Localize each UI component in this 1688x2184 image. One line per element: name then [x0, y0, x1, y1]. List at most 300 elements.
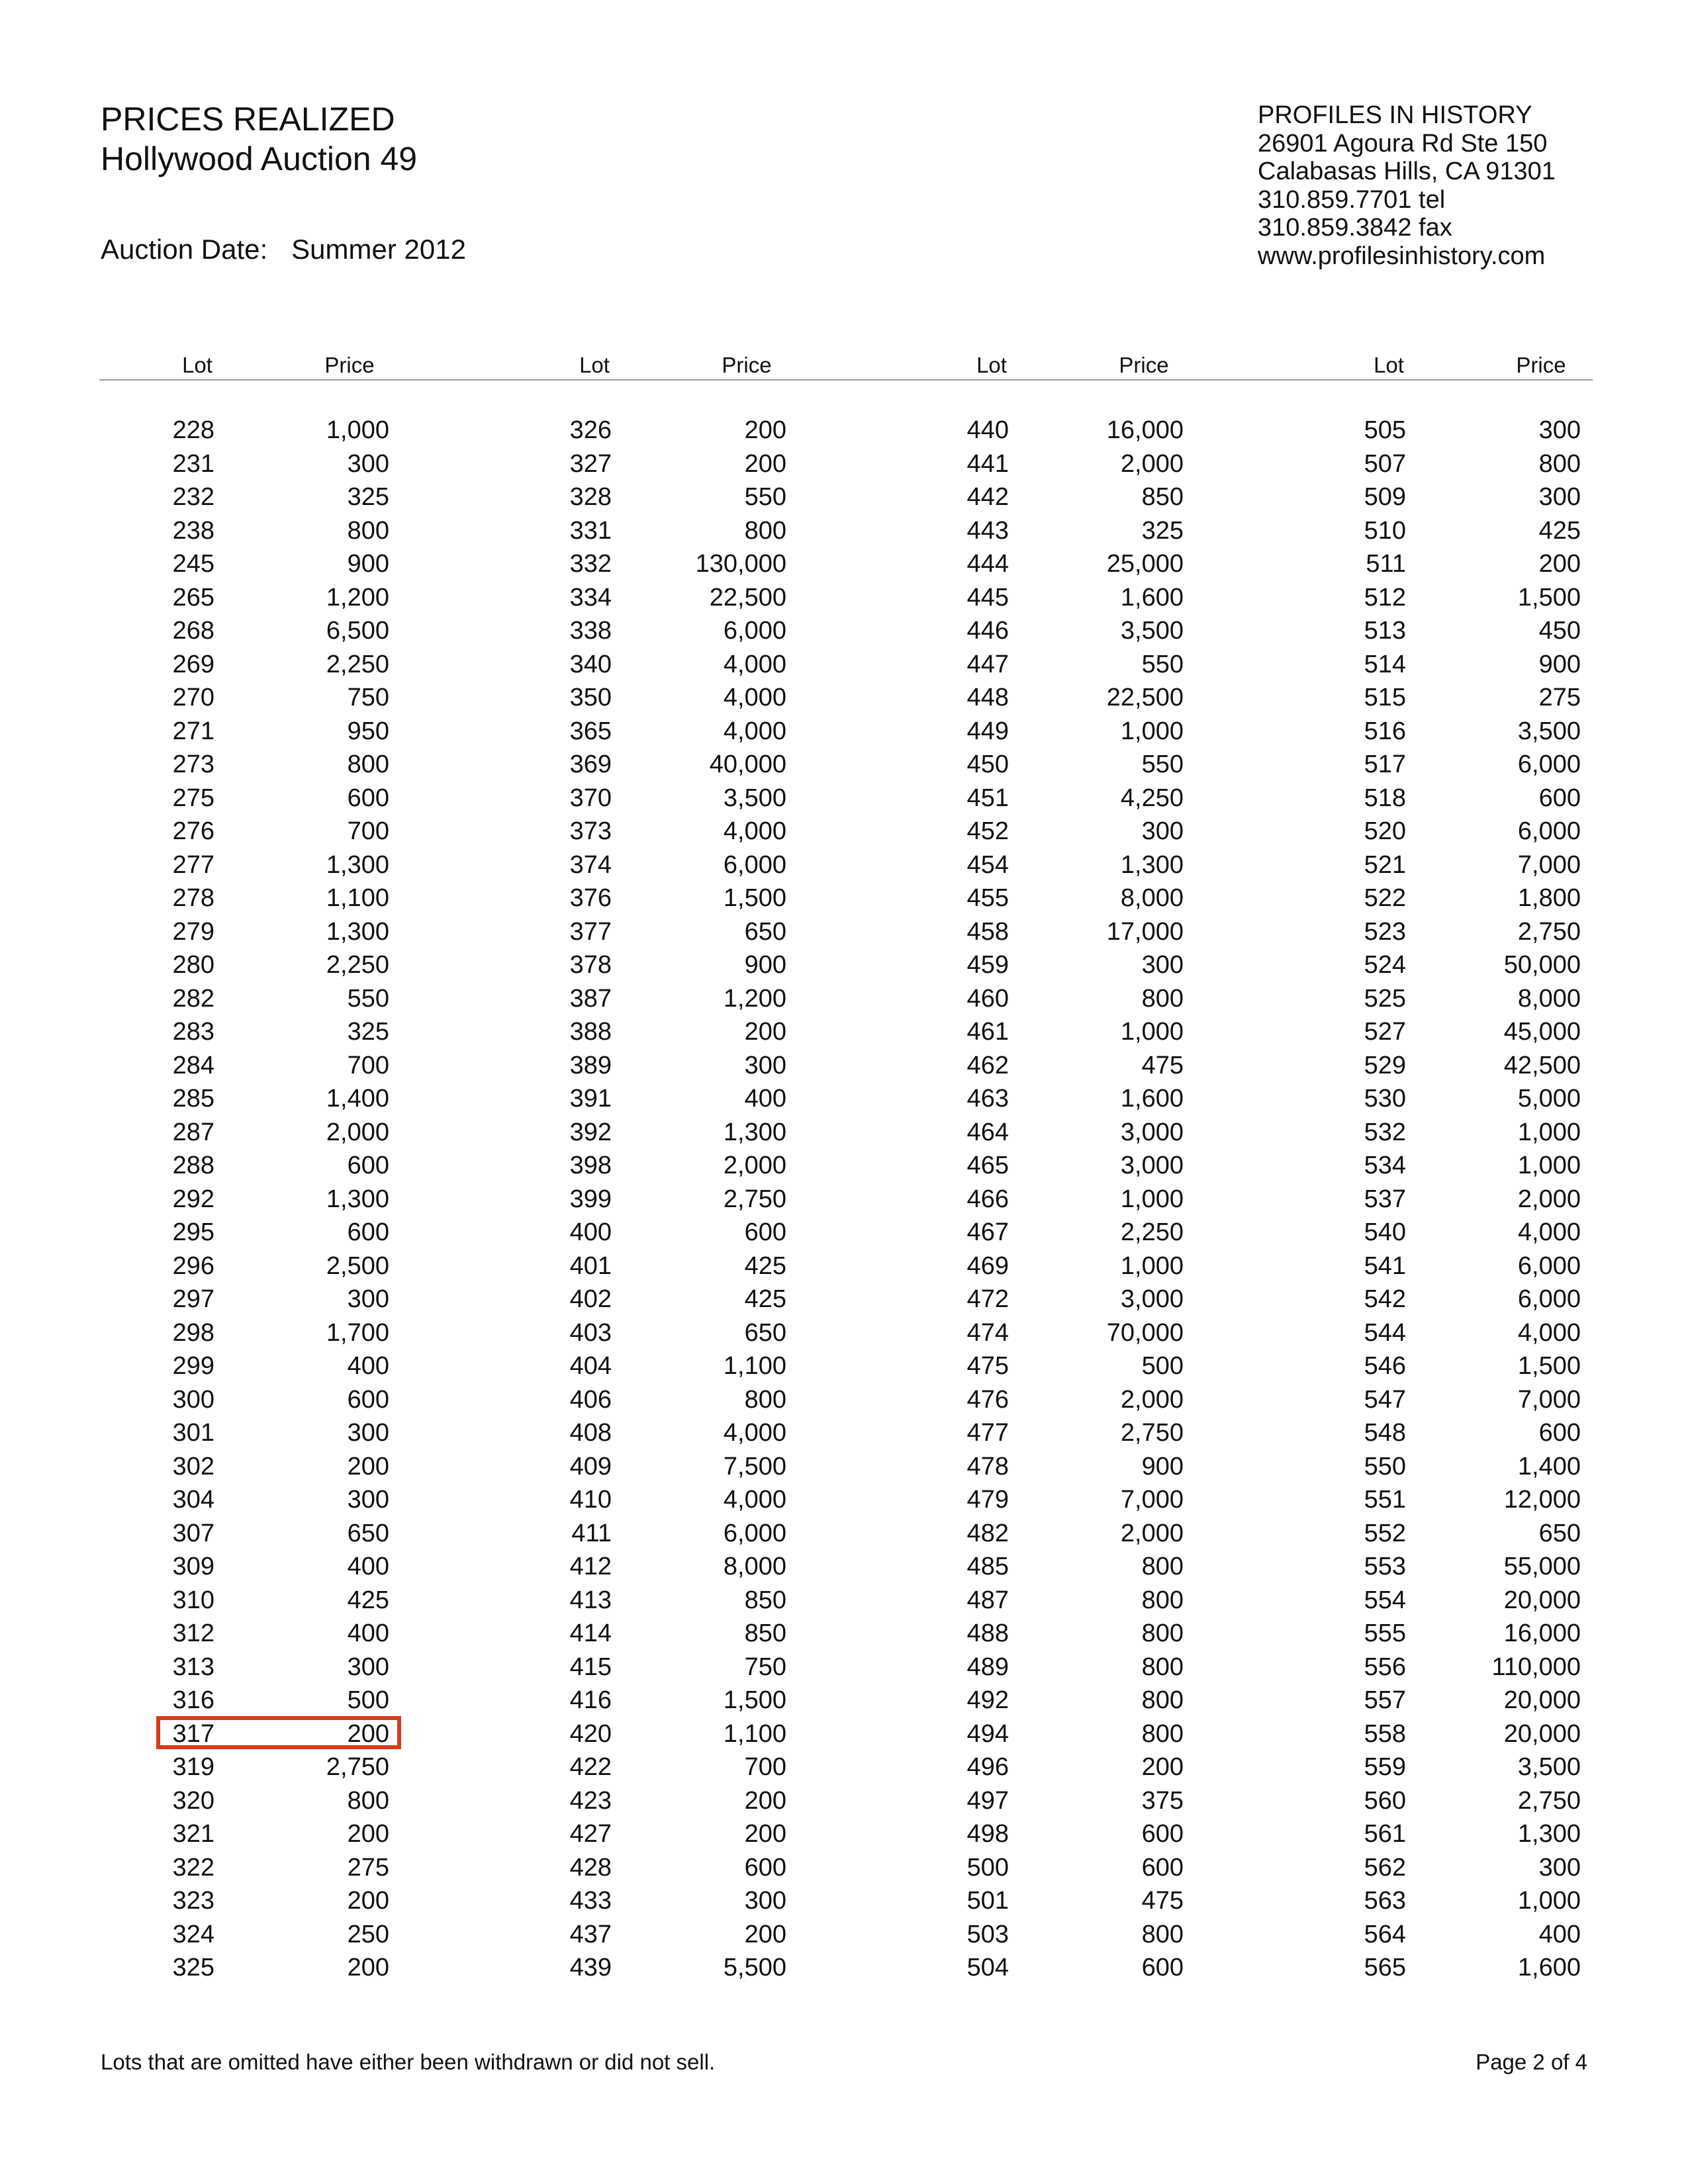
table-row	[1192, 782, 1589, 815]
table-row	[0, 1817, 397, 1851]
lot-number: 460	[966, 984, 1009, 1013]
table-row	[794, 1283, 1192, 1316]
table-row	[397, 1951, 794, 1985]
table-row	[794, 1049, 1192, 1083]
table-row	[397, 1550, 794, 1584]
lot-price: 200	[744, 449, 786, 478]
lot-number: 505	[1364, 416, 1406, 444]
table-row	[397, 447, 794, 481]
lot-price: 900	[347, 550, 389, 578]
lot-number: 565	[1364, 1954, 1406, 1981]
lot-number: 555	[1364, 1619, 1406, 1647]
lot-number: 503	[966, 1920, 1009, 1948]
lot-number: 472	[966, 1285, 1009, 1313]
lot-price: 800	[1141, 1920, 1184, 1948]
table-row	[1192, 681, 1589, 715]
lot-number: 283	[172, 1018, 214, 1046]
lot-number: 469	[966, 1251, 1009, 1280]
lot-price: 300	[744, 1051, 786, 1079]
table-row	[0, 982, 397, 1016]
lot-number: 446	[966, 617, 1009, 645]
lot-number: 350	[569, 684, 612, 711]
lot-price: 300	[347, 1419, 389, 1447]
lot-price: 200	[744, 1786, 786, 1815]
lot-price: 325	[347, 1018, 389, 1046]
lot-number: 319	[172, 1753, 214, 1781]
table-row	[794, 782, 1192, 815]
lot-number: 320	[172, 1786, 214, 1815]
lot-price: 20,000	[1503, 1586, 1581, 1614]
table-row	[794, 447, 1192, 481]
lot-number: 524	[1364, 951, 1406, 979]
table-row	[397, 915, 794, 949]
lot-price: 1,600	[1120, 583, 1184, 612]
lot-number: 301	[172, 1419, 214, 1447]
lot-price: 800	[1141, 1553, 1184, 1580]
lot-number: 477	[966, 1419, 1009, 1447]
auction-date	[101, 233, 466, 266]
lot-number: 521	[1364, 850, 1406, 879]
lot-number: 378	[569, 951, 612, 979]
company-name: PROFILES IN HISTORY	[1258, 101, 1532, 129]
table-row	[0, 614, 397, 648]
lot-number: 406	[569, 1385, 612, 1414]
lot-number: 510	[1364, 516, 1406, 545]
lot-number: 465	[966, 1152, 1009, 1179]
lot-number: 312	[172, 1619, 214, 1647]
lot-number: 276	[172, 817, 214, 845]
lot-price: 55,000	[1503, 1553, 1581, 1580]
lot-number: 428	[569, 1853, 612, 1882]
lot-number: 461	[966, 1018, 1009, 1046]
lot-number: 292	[172, 1185, 214, 1213]
table-row	[0, 1784, 397, 1818]
lot-price: 800	[347, 1786, 389, 1815]
lot-number: 529	[1364, 1051, 1406, 1079]
lot-number: 411	[571, 1519, 612, 1547]
lot-price: 1,500	[723, 1686, 786, 1714]
lot-number: 563	[1364, 1887, 1406, 1915]
table-row	[794, 1651, 1192, 1684]
lot-number: 317	[172, 1719, 214, 1748]
table-row	[397, 1918, 794, 1952]
price-header-4: Price	[1516, 353, 1566, 377]
lot-price: 4,000	[723, 1419, 786, 1447]
table-row	[1192, 1817, 1589, 1851]
lot-number: 399	[569, 1185, 612, 1213]
table-row	[397, 815, 794, 848]
lot-price: 42,500	[1503, 1051, 1581, 1079]
lot-number: 298	[172, 1318, 214, 1347]
lot-price: 200	[347, 1954, 389, 1981]
lot-number: 504	[966, 1954, 1009, 1981]
lot-price: 650	[1538, 1519, 1581, 1547]
lot-price: 1,500	[723, 884, 786, 912]
table-row	[794, 1149, 1192, 1183]
lot-number: 280	[172, 951, 214, 979]
lot-price: 550	[347, 984, 389, 1013]
price-header-2: Price	[722, 353, 772, 377]
table-row	[397, 1149, 794, 1183]
company-info	[1258, 101, 1556, 270]
lot-price: 800	[1141, 984, 1184, 1013]
lot-price: 20,000	[1503, 1686, 1581, 1714]
lot-number: 482	[966, 1519, 1009, 1547]
table-row	[1192, 648, 1589, 682]
lot-price: 200	[347, 1820, 389, 1848]
lot-price: 1,000	[1120, 1018, 1184, 1046]
lot-price: 300	[1538, 416, 1581, 444]
table-row	[0, 815, 397, 848]
lot-number: 310	[172, 1586, 214, 1614]
lot-number: 548	[1364, 1419, 1406, 1447]
lot-number: 322	[172, 1853, 214, 1882]
lot-number: 541	[1364, 1251, 1406, 1280]
lot-price: 600	[1141, 1820, 1184, 1848]
lot-price: 25,000	[1106, 550, 1184, 578]
lot-number: 455	[966, 884, 1009, 912]
lot-price: 1,000	[1517, 1152, 1581, 1179]
lot-price: 900	[744, 951, 786, 979]
lot-price: 3,500	[1517, 717, 1581, 745]
lot-price: 1,400	[1517, 1452, 1581, 1480]
lot-price: 650	[744, 1318, 786, 1347]
lot-number: 496	[966, 1753, 1009, 1781]
lot-number: 542	[1364, 1285, 1406, 1313]
lot-number: 459	[966, 951, 1009, 979]
lot-number: 369	[569, 751, 612, 778]
lot-price: 475	[1141, 1051, 1184, 1079]
table-row	[1192, 815, 1589, 848]
lot-price: 800	[1141, 1619, 1184, 1647]
table-row	[0, 915, 397, 949]
lot-price: 1,800	[1517, 884, 1581, 912]
table-row	[794, 1517, 1192, 1551]
table-row	[1192, 581, 1589, 615]
table-row	[1192, 1015, 1589, 1049]
lot-number: 507	[1364, 449, 1406, 478]
table-row	[794, 715, 1192, 749]
table-row	[0, 648, 397, 682]
table-row	[397, 1316, 794, 1350]
lot-price: 3,000	[1120, 1285, 1184, 1313]
table-row	[1192, 1183, 1589, 1216]
table-row	[1192, 915, 1589, 949]
lot-header-4: Lot	[1374, 353, 1404, 377]
lot-price: 6,000	[1517, 1285, 1581, 1313]
table-row	[0, 1651, 397, 1684]
price-header-1: Price	[324, 353, 375, 377]
lot-number: 398	[569, 1152, 612, 1179]
lot-number: 479	[966, 1486, 1009, 1514]
table-row	[1192, 1283, 1589, 1316]
lot-price: 425	[744, 1285, 786, 1313]
lot-price: 500	[347, 1686, 389, 1714]
lot-number: 304	[172, 1486, 214, 1514]
table-row	[0, 1049, 397, 1083]
company-address-line1: 26901 Agoura Rd Ste 150	[1258, 129, 1548, 158]
table-row	[397, 1216, 794, 1250]
lot-number: 497	[966, 1786, 1009, 1815]
table-row	[397, 1283, 794, 1316]
lot-number: 232	[172, 483, 214, 511]
lot-price: 700	[347, 1051, 389, 1079]
table-row	[794, 1450, 1192, 1484]
lot-number: 525	[1364, 984, 1406, 1013]
lot-number: 307	[172, 1519, 214, 1547]
lot-price: 8,000	[1517, 984, 1581, 1013]
lot-number: 313	[172, 1653, 214, 1681]
lot-price: 1,500	[1517, 583, 1581, 612]
lot-number: 449	[966, 717, 1009, 745]
table-row	[794, 1717, 1192, 1751]
table-row	[1192, 1383, 1589, 1417]
lot-price: 800	[1141, 1686, 1184, 1714]
results-column-3	[794, 414, 1192, 1985]
company-website: www.profilesinhistory.com	[1258, 242, 1546, 270]
table-row	[794, 480, 1192, 514]
lot-number: 270	[172, 684, 214, 711]
lot-number: 448	[966, 684, 1009, 711]
lot-number: 512	[1364, 583, 1406, 612]
table-row	[794, 681, 1192, 715]
table-row	[794, 1584, 1192, 1617]
lot-number: 489	[966, 1653, 1009, 1681]
table-row	[0, 1183, 397, 1216]
lot-price: 7,000	[1517, 850, 1581, 879]
lot-number: 332	[569, 550, 612, 578]
lot-number: 514	[1364, 650, 1406, 678]
lot-price: 4,000	[723, 717, 786, 745]
lot-number: 445	[966, 583, 1009, 612]
lot-price: 550	[744, 483, 786, 511]
lot-number: 416	[569, 1686, 612, 1714]
lot-price: 425	[1538, 516, 1581, 545]
lot-price: 300	[1538, 1853, 1581, 1882]
lot-number: 388	[569, 1018, 612, 1046]
lot-price: 900	[1141, 1452, 1184, 1480]
table-row	[397, 681, 794, 715]
table-row	[794, 1183, 1192, 1216]
lot-number: 451	[966, 784, 1009, 812]
lot-price: 6,000	[723, 1519, 786, 1547]
table-row	[1192, 1517, 1589, 1551]
lot-price: 375	[1141, 1786, 1184, 1815]
lot-number: 476	[966, 1385, 1009, 1414]
lot-price: 600	[347, 1152, 389, 1179]
table-row	[794, 1550, 1192, 1584]
lot-number: 492	[966, 1686, 1009, 1714]
lot-price: 4,000	[1517, 1218, 1581, 1246]
lot-number: 557	[1364, 1686, 1406, 1714]
table-row	[794, 1617, 1192, 1651]
table-row	[1192, 1550, 1589, 1584]
table-row	[397, 1684, 794, 1717]
lot-number: 285	[172, 1085, 214, 1113]
lot-price: 600	[1141, 1954, 1184, 1981]
table-row	[397, 848, 794, 882]
results-column-4	[1192, 414, 1589, 1985]
lot-number: 387	[569, 984, 612, 1013]
lot-price: 1,000	[1517, 1118, 1581, 1146]
lot-price: 1,100	[326, 884, 389, 912]
lot-price: 800	[744, 1385, 786, 1414]
lot-header-1: Lot	[182, 353, 212, 377]
lot-number: 365	[569, 717, 612, 745]
lot-price: 8,000	[1120, 884, 1184, 912]
table-row	[397, 982, 794, 1016]
lot-price: 130,000	[695, 550, 786, 578]
lot-number: 437	[569, 1920, 612, 1948]
table-row	[0, 480, 397, 514]
lot-price: 500	[1141, 1352, 1184, 1380]
table-row	[794, 1851, 1192, 1885]
lot-number: 288	[172, 1152, 214, 1179]
lot-price: 5,500	[723, 1954, 786, 1981]
lot-number: 530	[1364, 1085, 1406, 1113]
table-row	[1192, 948, 1589, 982]
table-row	[397, 1383, 794, 1417]
lot-price: 600	[1141, 1853, 1184, 1882]
lot-price: 600	[347, 1218, 389, 1246]
table-row	[0, 882, 397, 915]
table-row	[794, 1951, 1192, 1985]
lot-number: 403	[569, 1318, 612, 1347]
lot-price: 70,000	[1106, 1318, 1184, 1347]
lot-price: 4,000	[723, 684, 786, 711]
table-row	[794, 547, 1192, 581]
table-row	[0, 681, 397, 715]
lot-price: 20,000	[1503, 1719, 1581, 1748]
table-row	[794, 1416, 1192, 1450]
lot-price: 50,000	[1503, 951, 1581, 979]
lot-number: 414	[569, 1619, 612, 1647]
lot-price: 1,000	[326, 416, 389, 444]
lot-number: 513	[1364, 617, 1406, 645]
table-row	[0, 1349, 397, 1383]
table-row	[397, 1817, 794, 1851]
lot-number: 523	[1364, 917, 1406, 946]
table-row	[1192, 1216, 1589, 1250]
lot-price: 200	[347, 1719, 389, 1748]
lot-number: 466	[966, 1185, 1009, 1213]
lot-price: 950	[347, 717, 389, 745]
lot-number: 412	[569, 1553, 612, 1580]
lot-price: 850	[744, 1586, 786, 1614]
lot-number: 553	[1364, 1553, 1406, 1580]
lot-number: 271	[172, 717, 214, 745]
table-row	[1192, 1884, 1589, 1918]
lot-price: 700	[347, 817, 389, 845]
table-row	[397, 1717, 794, 1751]
table-row	[0, 1216, 397, 1250]
table-row	[397, 1751, 794, 1784]
lot-header-3: Lot	[976, 353, 1007, 377]
table-row	[794, 1216, 1192, 1250]
lot-number: 376	[569, 884, 612, 912]
lot-number: 278	[172, 884, 214, 912]
lot-header-2: Lot	[579, 353, 610, 377]
lot-price: 1,600	[1517, 1954, 1581, 1981]
lot-price: 6,000	[723, 850, 786, 879]
lot-price: 22,500	[1106, 684, 1184, 711]
table-row	[0, 1751, 397, 1784]
lot-price: 2,750	[1120, 1419, 1184, 1447]
table-row	[794, 1884, 1192, 1918]
lot-number: 554	[1364, 1586, 1406, 1614]
page-title: PRICES REALIZED	[101, 101, 395, 138]
table-row	[397, 1349, 794, 1383]
table-row	[794, 1383, 1192, 1417]
table-row	[0, 514, 397, 548]
page-subtitle: Hollywood Auction 49	[101, 140, 418, 177]
lot-price: 250	[347, 1920, 389, 1948]
lot-price: 7,000	[1517, 1385, 1581, 1414]
table-row	[397, 1483, 794, 1517]
lot-number: 527	[1364, 1018, 1406, 1046]
lot-number: 334	[569, 583, 612, 612]
lot-number: 551	[1364, 1486, 1406, 1514]
lot-price: 1,100	[723, 1352, 786, 1380]
lot-price: 40,000	[709, 751, 786, 778]
lot-number: 423	[569, 1786, 612, 1815]
lot-price: 4,000	[723, 817, 786, 845]
table-row	[794, 748, 1192, 782]
table-row	[1192, 1416, 1589, 1450]
lot-number: 560	[1364, 1786, 1406, 1815]
lot-number: 409	[569, 1452, 612, 1480]
lot-price: 1,300	[326, 1185, 389, 1213]
lot-price: 600	[1538, 784, 1581, 812]
lot-price: 16,000	[1503, 1619, 1581, 1647]
lot-number: 228	[172, 416, 214, 444]
lot-price: 300	[347, 1653, 389, 1681]
table-row	[1192, 1651, 1589, 1684]
auction-date-value: Summer 2012	[291, 234, 466, 265]
table-row	[1192, 414, 1589, 447]
header-divider	[99, 379, 1593, 381]
lot-number: 408	[569, 1419, 612, 1447]
lot-number: 338	[569, 617, 612, 645]
table-row	[397, 1584, 794, 1617]
lot-price: 1,300	[1120, 850, 1184, 879]
lot-number: 558	[1364, 1719, 1406, 1748]
table-row	[794, 1817, 1192, 1851]
lot-price: 3,000	[1120, 1118, 1184, 1146]
lot-price: 850	[744, 1619, 786, 1647]
lot-price: 1,600	[1120, 1085, 1184, 1113]
lot-price: 4,000	[723, 1486, 786, 1514]
price-header-3: Price	[1119, 353, 1169, 377]
lot-number: 552	[1364, 1519, 1406, 1547]
lot-number: 547	[1364, 1385, 1406, 1414]
table-row	[1192, 1116, 1589, 1150]
table-row	[0, 948, 397, 982]
table-row	[1192, 1584, 1589, 1617]
table-row	[1192, 1049, 1589, 1083]
lot-price: 3,500	[1517, 1753, 1581, 1781]
table-row	[397, 648, 794, 682]
table-row	[0, 1082, 397, 1116]
table-row	[1192, 1349, 1589, 1383]
lot-price: 425	[744, 1251, 786, 1280]
table-row	[1192, 1483, 1589, 1517]
lot-number: 279	[172, 917, 214, 946]
lot-price: 600	[744, 1218, 786, 1246]
lot-number: 450	[966, 751, 1009, 778]
table-row	[1192, 882, 1589, 915]
lot-number: 546	[1364, 1352, 1406, 1380]
